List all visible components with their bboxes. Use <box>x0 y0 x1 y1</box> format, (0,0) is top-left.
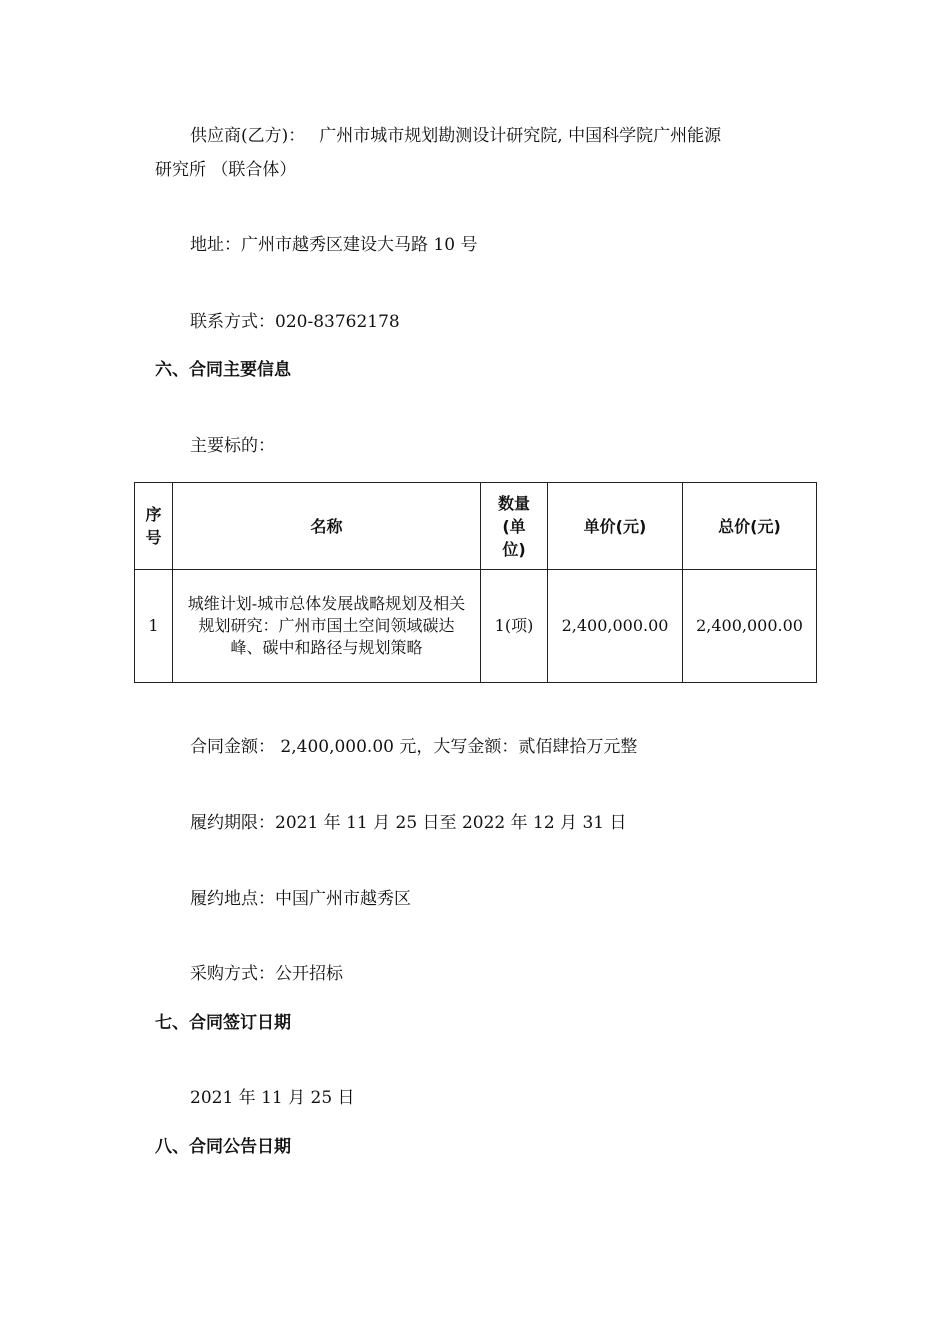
supplier-label: 供应商(乙方)： <box>190 126 306 146</box>
contact-text: 联系方式：020-83762178 <box>190 312 400 332</box>
cell-unit-price: 2,400,000.00 <box>548 570 683 683</box>
cell-qty: 1(项) <box>481 570 548 683</box>
supplier-name-line-1: 广州市城市规划勘测设计研究院, 中国科学院广州能源 <box>319 126 722 146</box>
cell-name: 城维计划-城市总体发展战略规划及相关规划研究：广州市国土空间领域碳达峰、碳中和路径与规划策略 <box>173 570 481 683</box>
table-row <box>135 570 817 683</box>
subject-label: 主要标的： <box>190 436 275 456</box>
address-text: 地址：广州市越秀区建设大马路 10 号 <box>190 235 478 255</box>
header-name: 名称 <box>173 483 481 570</box>
header-total-price: 总价(元) <box>683 483 817 570</box>
section-6-heading: 六、合同主要信息 <box>155 360 291 380</box>
header-unit-price: 单价(元) <box>548 483 683 570</box>
header-no: 序号 <box>135 483 173 570</box>
supplier-line-1 <box>190 124 721 148</box>
table-header-row <box>135 483 817 570</box>
location-text: 履约地点：中国广州市越秀区 <box>190 889 411 909</box>
cell-no: 1 <box>135 570 173 683</box>
section-7-heading: 七、合同签订日期 <box>155 1013 291 1033</box>
contract-info-table <box>134 482 817 683</box>
procurement-text: 采购方式：公开招标 <box>190 964 343 984</box>
period-text: 履约期限：2021 年 11 月 25 日至 2022 年 12 月 31 日 <box>190 813 627 833</box>
cell-total-price: 2,400,000.00 <box>683 570 817 683</box>
amount-text: 合同金额： 2,400,000.00 元，大写金额：贰佰肆拾万元整 <box>190 737 638 757</box>
section-8-heading: 八、合同公告日期 <box>155 1137 291 1157</box>
sign-date-text: 2021 年 11 月 25 日 <box>190 1088 355 1108</box>
header-qty: 数量(单位) <box>481 483 548 570</box>
supplier-name-line-2: 研究所 （联合体） <box>155 160 297 180</box>
